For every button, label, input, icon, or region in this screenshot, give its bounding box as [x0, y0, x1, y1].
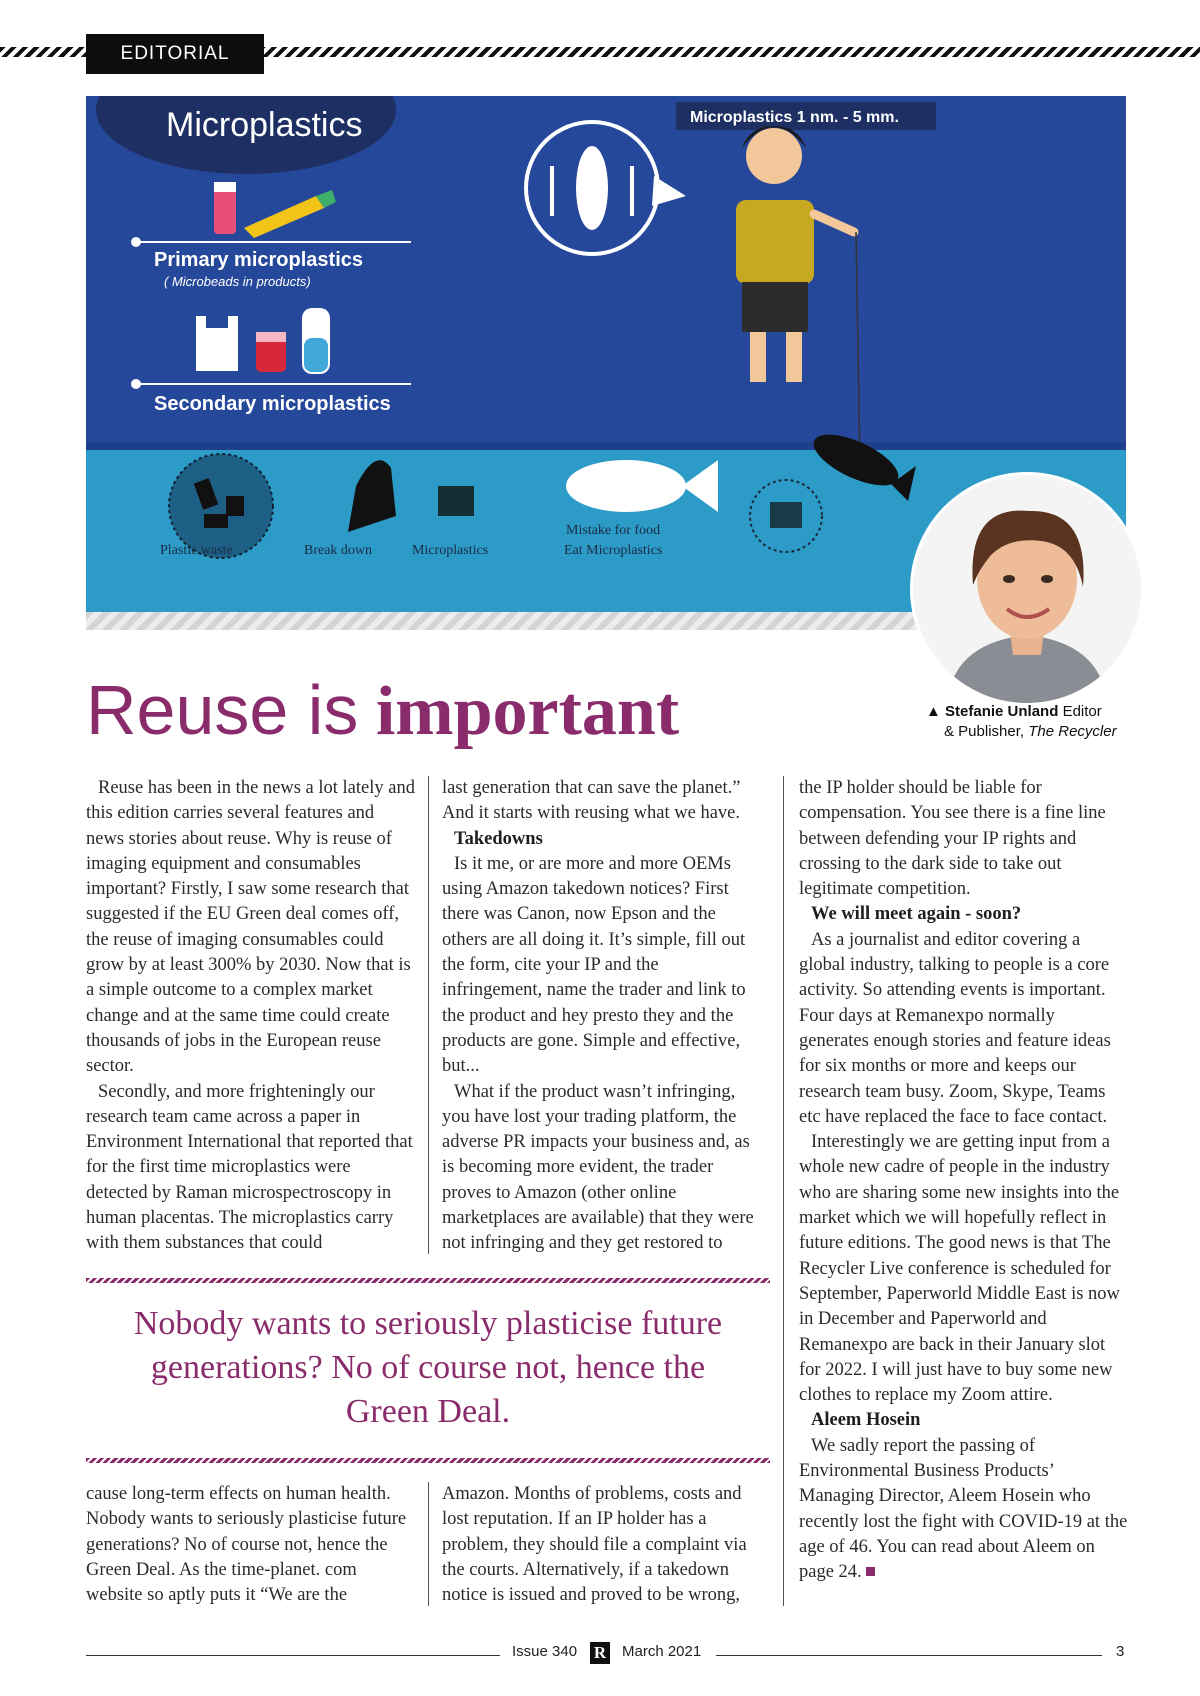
step-label-2: Break down	[304, 543, 373, 558]
paragraph-final-text: We sadly report the passing of Environmental Business Products’ Managing Director, Aleem Hosein who recently lost the fight with COVID-19 at the age of 46. You can read about Aleem on page 24.	[799, 1435, 1128, 1583]
caption-name: Stefanie Unland	[945, 703, 1059, 720]
caption-role2: & Publisher,	[944, 723, 1025, 740]
paragraph: last generation that can save the planet.” And it starts with reusing what we have.	[442, 778, 741, 824]
editor-portrait	[913, 475, 1141, 703]
step-label-4: Mistake for food	[566, 523, 661, 538]
fish-icon	[566, 460, 686, 512]
pull-quote-rule-bottom	[86, 1458, 770, 1463]
step-label-1: Plastic waste	[160, 543, 233, 558]
section-label: EDITORIAL	[86, 34, 264, 74]
column-divider	[428, 1482, 429, 1606]
footer-date: March 2021	[622, 1643, 702, 1660]
end-mark	[866, 1567, 875, 1576]
person-head	[746, 128, 802, 184]
column-divider	[783, 776, 784, 1606]
secondary-label: Secondary microplastics	[154, 393, 391, 415]
recycler-logo: R	[590, 1642, 610, 1664]
paragraph: cause long-term effects on human health. Nobody wants to seriously plasticise future generations? No of course not, hence the Green Deal. As the time-planet. com website so aptly puts it “We are the	[86, 1484, 407, 1606]
step-label-3: Microplastics	[412, 543, 489, 558]
footer-rule-right	[716, 1655, 1102, 1656]
article-title	[86, 668, 679, 754]
primary-sublabel: ( Microbeads in products)	[164, 274, 311, 289]
subheading-meet-again: We will meet again - soon?	[811, 904, 1022, 925]
footer-rule-left	[86, 1655, 500, 1656]
column-2-continued	[442, 1482, 762, 1608]
caption-publication: The Recycler	[1028, 723, 1117, 740]
infographic-title: Microplastics	[166, 106, 363, 144]
paragraph: Is it me, or are more and more OEMs using Amazon takedown notices? First there was Canon, now Epson and the others are all doing it. It’s simple, fill out the form, cite your IP and the infringement, name the trader and link to the product and hey presto they and the products are gone. Simple and effective, but...	[442, 853, 746, 1077]
caption-role: Editor	[1062, 703, 1102, 720]
subheading-takedowns: Takedowns	[454, 828, 543, 849]
pull-quote-rule-top	[86, 1278, 770, 1283]
paragraph: Interestingly we are getting input from a whole new cadre of people in the industry who are sharing some new insights into the market which we will hopefully reflect in future editions. The good news is that The Recycler Live conference is scheduled for September, Paperworld Middle East is now in December and Paperworld and Remanexpo are back in their January slot for 2022. I will just have to buy some new clothes to replace my Zoom attire.	[799, 1132, 1120, 1406]
paragraph: What if the product wasn’t infringing, you have lost your trading platform, the adverse PR impacts your business and, as is becoming more evident, the trader proves to Amazon (other online marketplaces are available) that they were not infringing and they get restored to	[442, 1081, 754, 1254]
page-number: 3	[1116, 1643, 1125, 1660]
paragraph: Amazon. Months of problems, costs and lost reputation. If an IP holder has a problem, they should file a complaint via the courts. Alternatively, if a takedown notice is issued and proved to be wrong,	[442, 1484, 747, 1606]
cosmetic-tube-icon	[214, 186, 236, 234]
column-1	[86, 776, 416, 1257]
microplastics-icon	[438, 486, 474, 516]
column-divider	[428, 776, 429, 1254]
pull-quote: Nobody wants to seriously plasticise future generations? No of course not, hence the Green Deal.	[133, 1305, 723, 1430]
paragraph: Reuse has been in the news a lot lately and this edition carries several features and news stories about reuse. Why is reuse of imaging equipment and consumables important? Firstly, I saw some research that suggested if the EU Green deal comes off, the reuse of imaging consumables could grow by at least 300% by 2030. Now that is a simple outcome to a complex market change and at the same time could create thousands of jobs in the European reuse sector.	[86, 778, 415, 1077]
fish-on-plate-icon	[576, 146, 608, 230]
portrait-caption	[926, 702, 1156, 742]
person-shirt	[736, 200, 814, 284]
person-shorts	[742, 282, 808, 332]
column-3	[799, 776, 1129, 1586]
caption-marker: ▲	[926, 703, 941, 720]
step-label-5: Eat Microplastics	[564, 543, 663, 558]
column-2	[442, 776, 762, 1257]
paragraph: Secondly, and more frighteningly our research team came across a paper in Environment International that reported that for the first time microplastics were detected by Raman microspectroscopy in human placentas. The microplastics carry with them substances that could	[86, 1081, 413, 1254]
paragraph-final	[799, 1434, 1129, 1586]
footer-issue: Issue 340	[512, 1643, 578, 1660]
title-bold: important	[375, 673, 680, 750]
paragraph: the IP holder should be liable for compensation. You see there is a fine line between defending your IP rights and crossing to the dark side to take out legitimate competition.	[799, 778, 1106, 900]
paragraph: As a journalist and editor covering a global industry, talking to people is a core activity. So attending events is important. Four days at Remanexpo normally generates enough stories and feature ideas for six months or more and keeps our research team busy. Zoom, Skype, Teams etc have replaced the face to face contact.	[799, 929, 1111, 1127]
subheading-aleem-hosein: Aleem Hosein	[811, 1410, 921, 1431]
column-1-continued	[86, 1482, 416, 1608]
title-light: Reuse is	[86, 671, 359, 749]
primary-label: Primary microplastics	[154, 249, 363, 271]
size-label: Microplastics 1 nm. - 5 mm.	[690, 109, 899, 126]
